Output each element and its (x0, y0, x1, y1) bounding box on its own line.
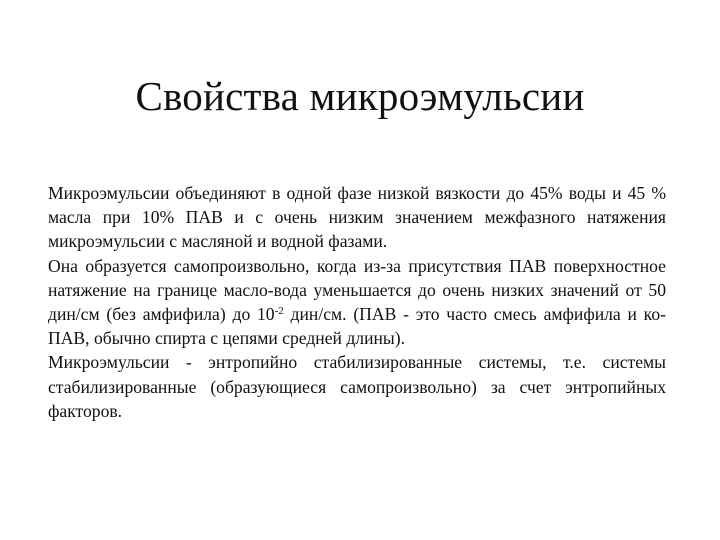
paragraph-2-text-end: дин/см. (ПАВ - это часто смесь амфифила и ко-ПАВ, обычно спирта с цепями средней длины). (48, 304, 666, 349)
exponent: -2 (274, 305, 284, 318)
body-paragraph-2 (48, 254, 666, 351)
paragraph-2-text: Она образуется самопроизвольно, когда из-за присутствия ПАВ поверхностное натяжение на границе масло-вода уменьшается до очень низких значений от 50 дин/см (без амфифила) до 10 (48, 255, 666, 325)
body-paragraph-3: Микроэмульсии - энтропийно стабилизированные системы, т.е. системы стабилизированные (образующиеся самопроизвольно) за счет энтропийных факторов. (48, 352, 666, 421)
body-paragraph-1: Микроэмульсии объединяют в одной фазе низкой вязкости до 45% воды и 45 % масла при 10% ПАВ и с очень низким значением межфазного натяжения микроэмульсии с масляной и водной фазами. (48, 183, 666, 252)
slide-title: Свойства микроэмульсии (135, 73, 585, 119)
slide-body (48, 181, 666, 423)
